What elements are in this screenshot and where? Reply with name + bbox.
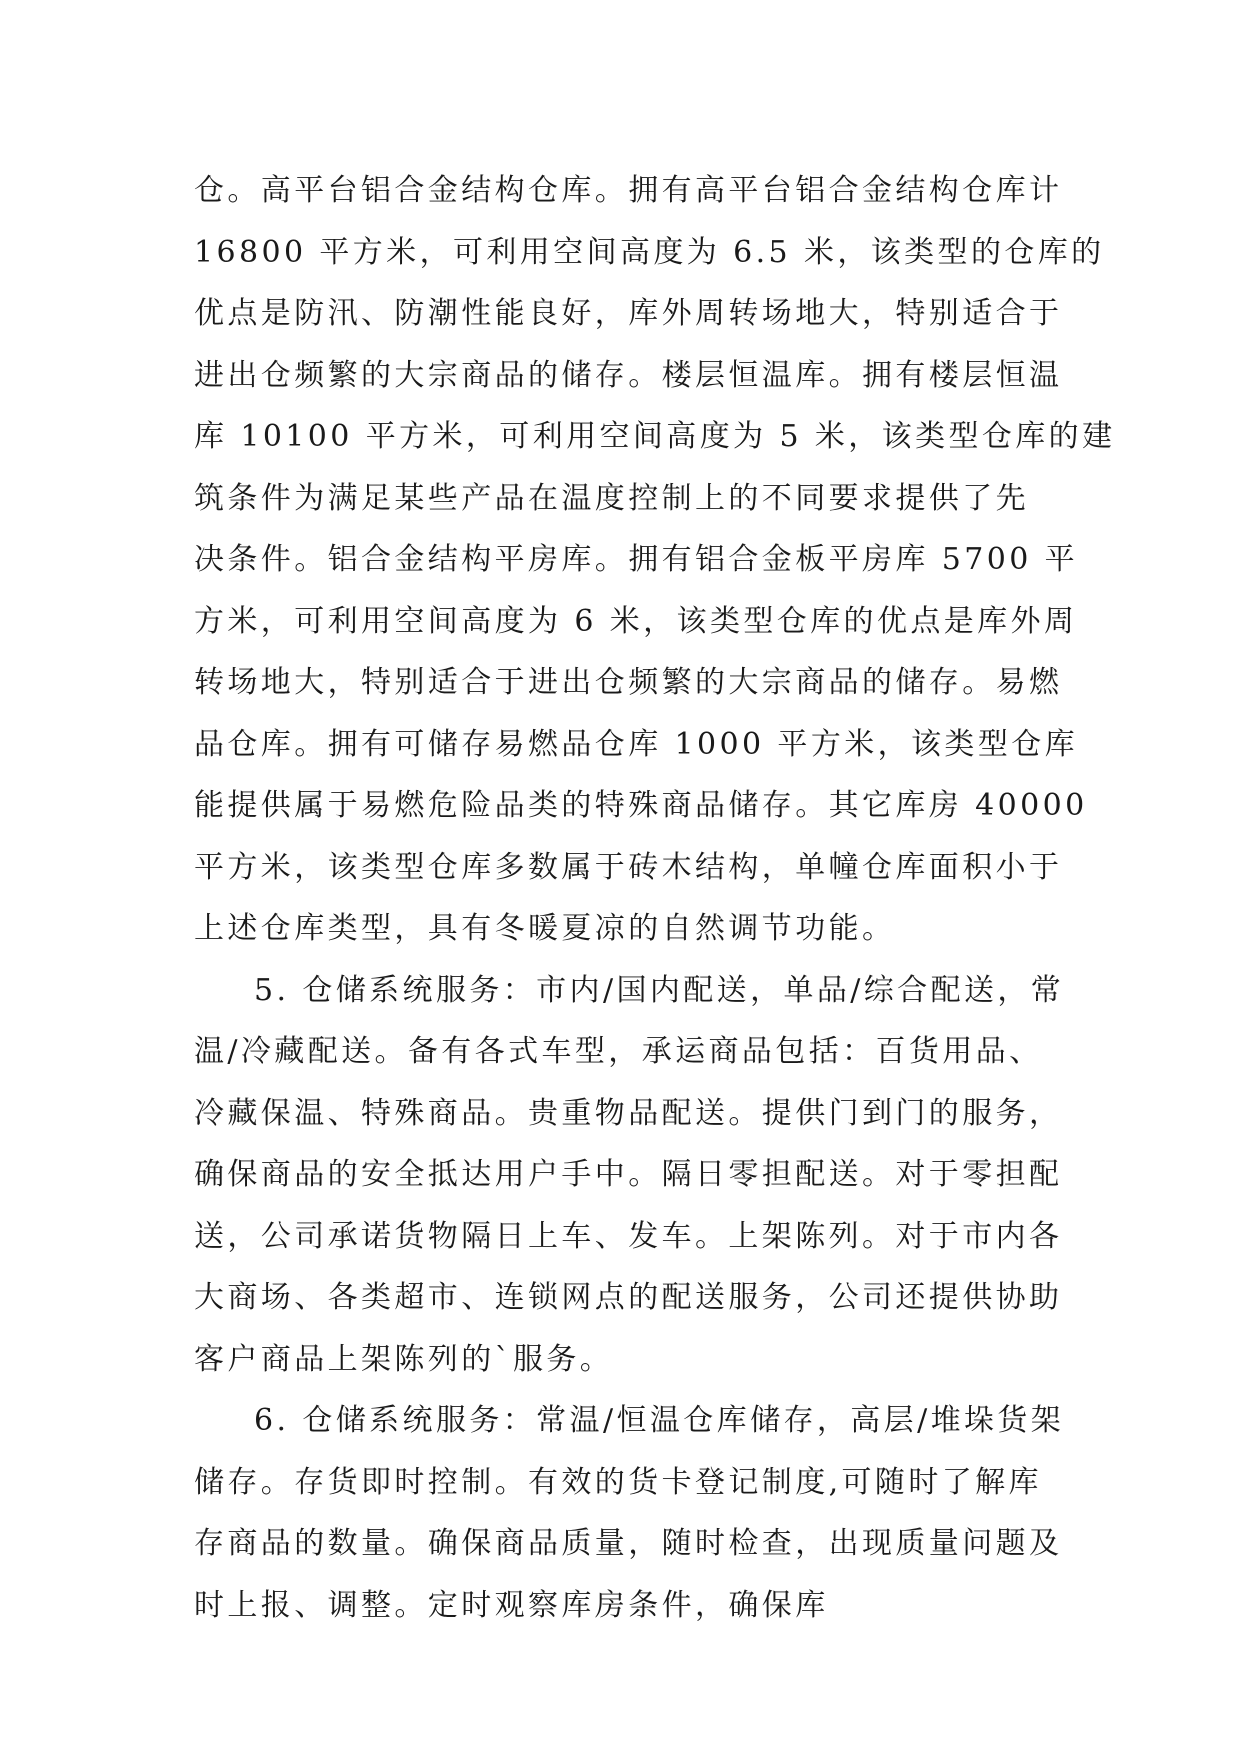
text-line: 上述仓库类型，具有冬暖夏凉的自然调节功能。 bbox=[194, 911, 896, 946]
text-line: 温/冷藏配送。备有各式车型，承运商品包括：百货用品、 bbox=[194, 1034, 1043, 1069]
text-line: 送，公司承诺货物隔日上车、发车。上架陈列。对于市内各 bbox=[194, 1218, 1063, 1254]
text-line: 时上报、调整。定时观察库房条件，确保库 bbox=[194, 1587, 829, 1623]
text-line: 大商场、各类超市、连锁网点的配送服务，公司还提供协助 bbox=[194, 1280, 1063, 1315]
body-text bbox=[194, 160, 1116, 1636]
text-line: 库 10100 平方米，可利用空间高度为 5 米，该类型仓库的建 bbox=[194, 419, 1116, 454]
text-line: 品仓库。拥有可储存易燃品仓库 1000 平方米，该类型仓库 bbox=[194, 726, 1079, 762]
text-line: 确保商品的安全抵达用户手中。隔日零担配送。对于零担配 bbox=[194, 1157, 1063, 1192]
text-line: 客户商品上架陈列的`服务。 bbox=[194, 1341, 614, 1377]
text-line: 转场地大，特别适合于进出仓频繁的大宗商品的储存。易燃 bbox=[194, 665, 1063, 700]
text-line: 16800 平方米，可利用空间高度为 6.5 米，该类型的仓库的 bbox=[194, 234, 1105, 270]
text-line: 优点是防汛、防潮性能良好，库外周转场地大，特别适合于 bbox=[194, 296, 1063, 331]
paragraph-first-line: 5. 仓储系统服务：市内/国内配送，单品/综合配送，常 bbox=[254, 972, 1065, 1008]
text-line: 筑条件为满足某些产品在温度控制上的不同要求提供了先 bbox=[194, 480, 1029, 516]
text-line: 能提供属于易燃危险品类的特殊商品储存。其它库房 40000 bbox=[194, 788, 1088, 823]
text-line: 储存。存货即时控制。有效的货卡登记制度,可随时了解库 bbox=[194, 1464, 1042, 1500]
text-line: 平方米，该类型仓库多数属于砖木结构，单幢仓库面积小于 bbox=[194, 849, 1063, 885]
text-line: 仓。高平台铝合金结构仓库。拥有高平台铝合金结构仓库计 bbox=[194, 173, 1063, 208]
text-line: 方米，可利用空间高度为 6 米，该类型仓库的优点是库外周 bbox=[194, 603, 1078, 639]
text-line: 决条件。铝合金结构平房库。拥有铝合金板平房库 5700 平 bbox=[194, 542, 1079, 577]
text-line: 存商品的数量。确保商品质量，随时检查，出现质量问题及 bbox=[194, 1526, 1063, 1561]
text-line: 进出仓频繁的大宗商品的储存。楼层恒温库。拥有楼层恒温 bbox=[194, 357, 1063, 393]
paragraph-first-line: 6. 仓储系统服务：常温/恒温仓库储存，高层/堆垛货架 bbox=[254, 1403, 1065, 1438]
text-line: 冷藏保温、特殊商品。贵重物品配送。提供门到门的服务， bbox=[194, 1095, 1063, 1131]
